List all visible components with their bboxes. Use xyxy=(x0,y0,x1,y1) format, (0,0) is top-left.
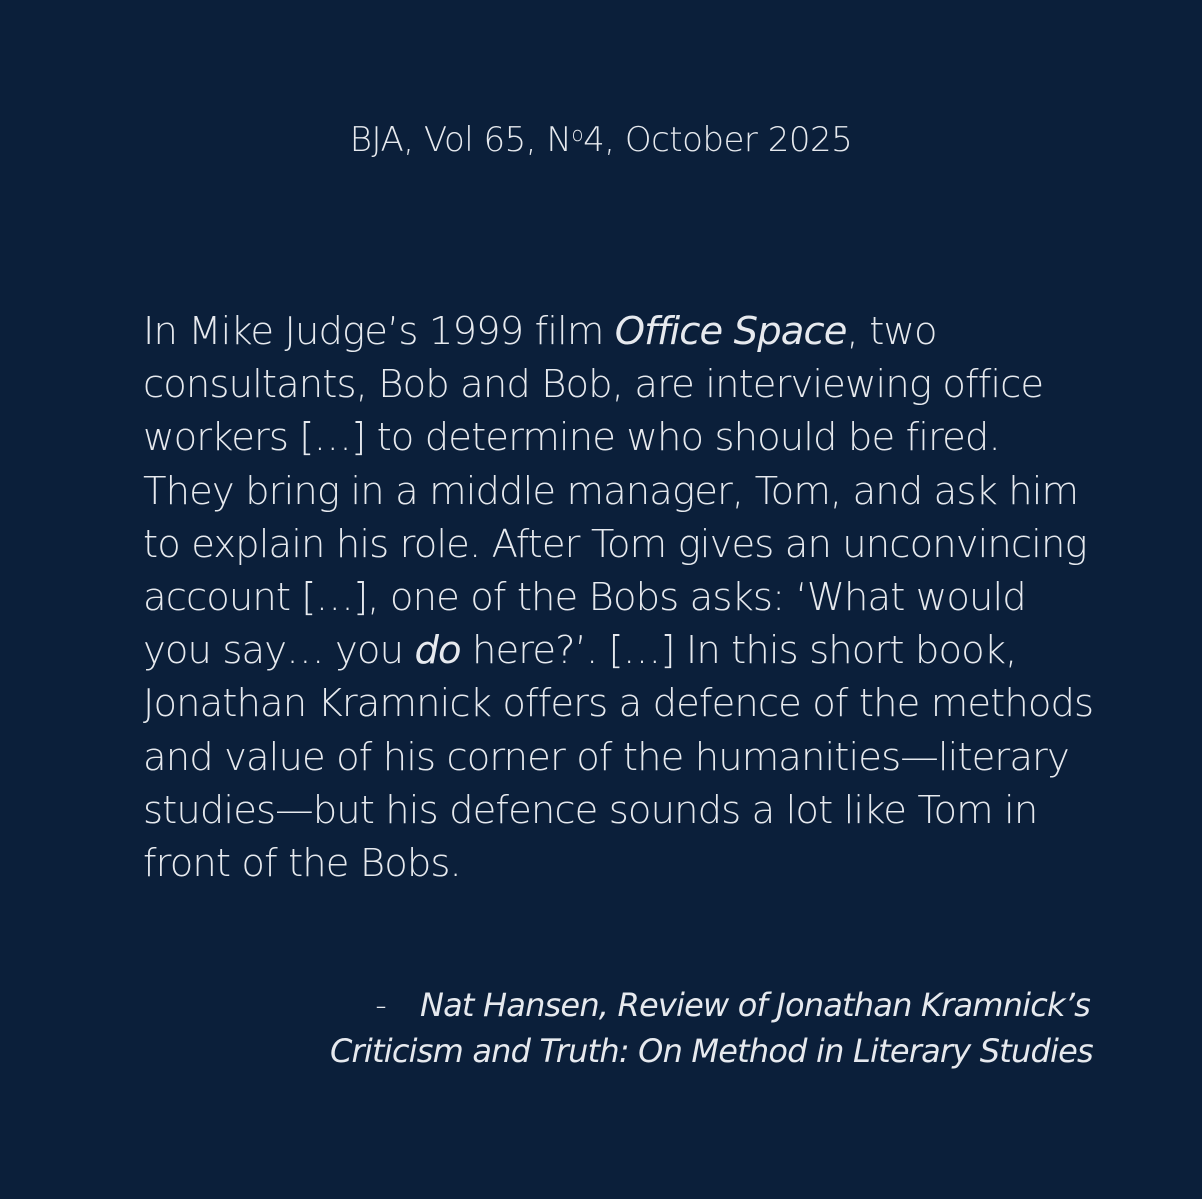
quote-line: front of the Bobs. xyxy=(143,841,461,887)
quote-line: They bring in a middle manager, Tom, and ask him xyxy=(143,468,1079,514)
quote-line: consultants, Bob and Bob, are interviewing office xyxy=(143,362,1044,408)
issue-date: 4, October 2025 xyxy=(583,120,853,160)
quote-text: In Mike Judge’s 1999 film xyxy=(143,309,615,354)
quote-line: to explain his role. After Tom gives an unconvincing xyxy=(143,521,1087,567)
quote-line: and value of his corner of the humanities—literary xyxy=(143,734,1069,780)
emphasis-do: do xyxy=(414,628,461,674)
attribution-book-title: Criticism and Truth: On Method in Literary Studies xyxy=(330,1032,1093,1070)
quote-text: , two xyxy=(846,309,937,354)
attribution-line xyxy=(330,982,1090,1028)
journal-name: BJA, Vol 65, N xyxy=(349,120,572,160)
film-title: Office Space xyxy=(614,309,847,354)
attribution-dash: - xyxy=(375,986,386,1024)
quote-attribution xyxy=(330,982,1093,1074)
quote-line xyxy=(143,305,1043,358)
quote-line: studies—but his defence sounds a lot like Tom in xyxy=(143,787,1038,833)
quote-line: Jonathan Kramnick offers a defence of the methods xyxy=(143,681,1094,727)
quote-line: workers […] to determine who should be fired. xyxy=(143,415,1000,461)
quote-line: account […], one of the Bobs asks: ‘What would xyxy=(143,575,1026,621)
attribution-author: Nat Hansen, Review of Jonathan Kramnick’s xyxy=(419,986,1090,1024)
quote-line xyxy=(143,624,1043,677)
quote-text: you say… you xyxy=(143,628,415,674)
number-superscript: o xyxy=(571,122,584,146)
journal-issue-header xyxy=(0,120,1202,160)
quote-text: here?’. […] In this short book, xyxy=(460,628,1017,674)
review-quote xyxy=(143,305,1094,890)
